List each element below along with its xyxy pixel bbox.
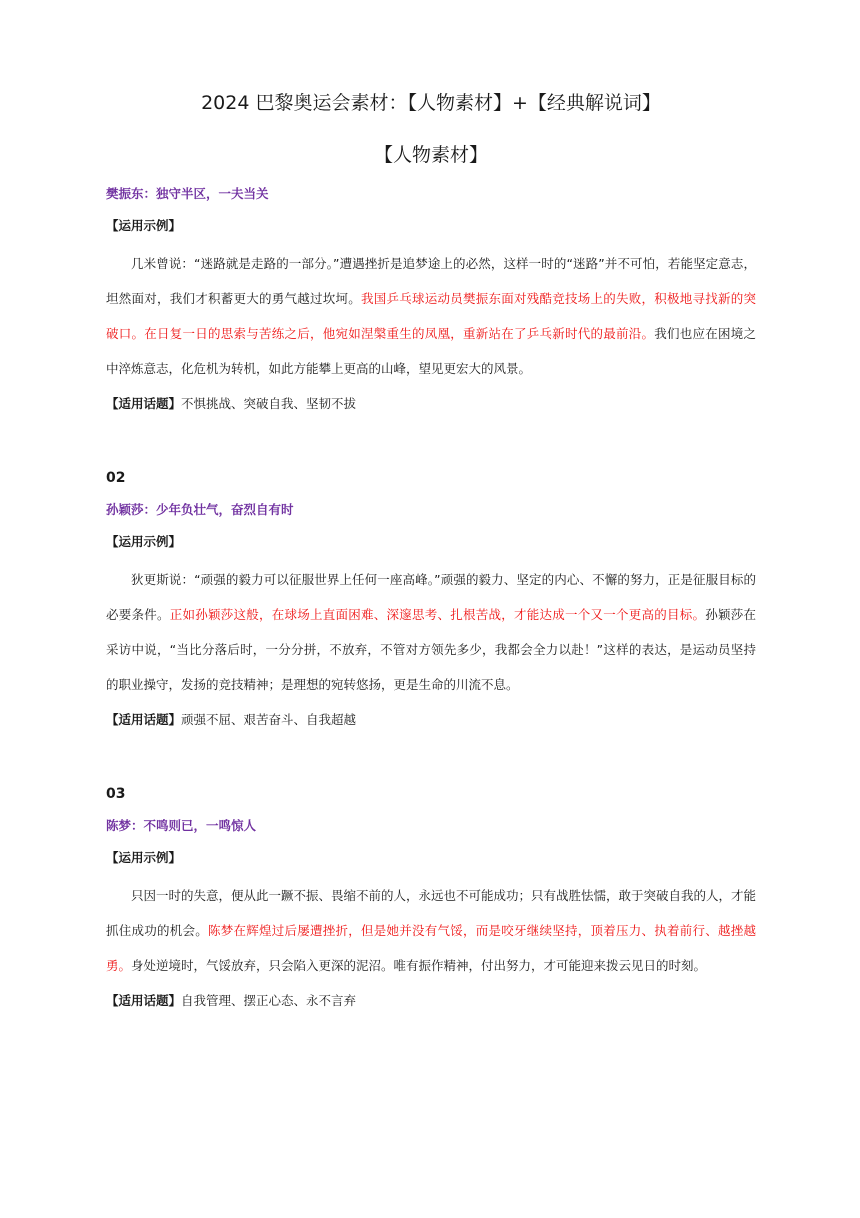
example-label: 【运用示例】 (106, 534, 182, 549)
entry-title: 樊振东：独守半区，一夫当关 (106, 186, 269, 201)
example-label: 【运用示例】 (106, 218, 182, 233)
example-text-end: 我们也应在困境之中淬炼意志，化危机为转机，如此方能攀上更高的山峰，望见更宏大的风景。 (106, 326, 756, 376)
topics-line (106, 989, 756, 1013)
topics-line (106, 708, 756, 732)
example-text-end: 孙颖莎在采访中说，“当比分落后时，一分分拼，不放弃，不管对方领先多少，我都会全力以赴！”这样的表达，是运动员坚持的职业操守，发扬的竞技精神；是理想的宛转悠扬，更是生命的川流不息。 (106, 607, 756, 692)
example-paragraph (106, 246, 756, 386)
highlighted-text: 正如孙颖莎这般，在球场上直面困难、深邃思考、扎根苦战，才能达成一个又一个更高的目标。 (169, 607, 706, 622)
example-text: 几米曾说：“迷路就是走路的一部分。”遭遇挫折是追梦途上的必然，这样一时的“迷路”并不可怕，若能坚定意志，坦然面对，我们才积蓄更大的勇气越过坎坷。 (106, 256, 756, 306)
entry-title: 陈梦：不鸣则已，一鸣惊人 (106, 818, 257, 833)
topics-value: 顽强不屈、艰苦奋斗、自我超越 (181, 712, 357, 727)
section-title: 【人物素材】 (373, 144, 488, 166)
topics-value: 自我管理、摆正心态、永不言弃 (181, 993, 357, 1008)
entry-number: 02 (106, 470, 126, 486)
example-text-end: 身处逆境时，气馁放弃，只会陷入更深的泥沼。唯有振作精神，付出努力，才可能迎来拨云见日的时刻。 (131, 958, 707, 973)
topics-line (106, 392, 756, 416)
topics-value: 不惧挑战、突破自我、坚韧不拔 (181, 396, 357, 411)
topics-label: 【适用话题】 (106, 993, 182, 1008)
example-text: 只因一时的失意，便从此一蹶不振、畏缩不前的人，永远也不可能成功；只有战胜怯懦，敢于突破自我的人，才能抓住成功的机会。 (106, 888, 757, 938)
document-title: 2024 巴黎奥运会素材：【人物素材】+【经典解说词】 (201, 92, 661, 114)
example-label: 【运用示例】 (106, 850, 182, 865)
entry-3 (106, 782, 756, 1013)
topics-label: 【适用话题】 (106, 396, 182, 411)
highlighted-text: 我国乒乓球运动员樊振东面对残酷竞技场上的失败，积极地寻找新的突破口。在日复一日的思索与苦练之后，他宛如涅槃重生的凤凰，重新站在了乒乓新时代的最前沿。 (106, 291, 756, 341)
entry-number: 03 (106, 786, 126, 802)
example-paragraph (106, 562, 756, 702)
example-paragraph (106, 878, 756, 983)
topics-label: 【适用话题】 (106, 712, 182, 727)
example-text: 狄更斯说：“顽强的毅力可以征服世界上任何一座高峰。”顽强的毅力、坚定的内心、不懈的努力，正是征服目标的必要条件。 (106, 572, 756, 622)
entry-2 (106, 466, 756, 732)
entry-1 (106, 182, 756, 416)
highlighted-text: 陈梦在辉煌过后屡遭挫折，但是她并没有气馁，而是咬牙继续坚持，顶着压力、执着前行、越挫越勇。 (106, 923, 756, 973)
entry-title: 孙颖莎：少年负壮气，奋烈自有时 (106, 502, 294, 517)
